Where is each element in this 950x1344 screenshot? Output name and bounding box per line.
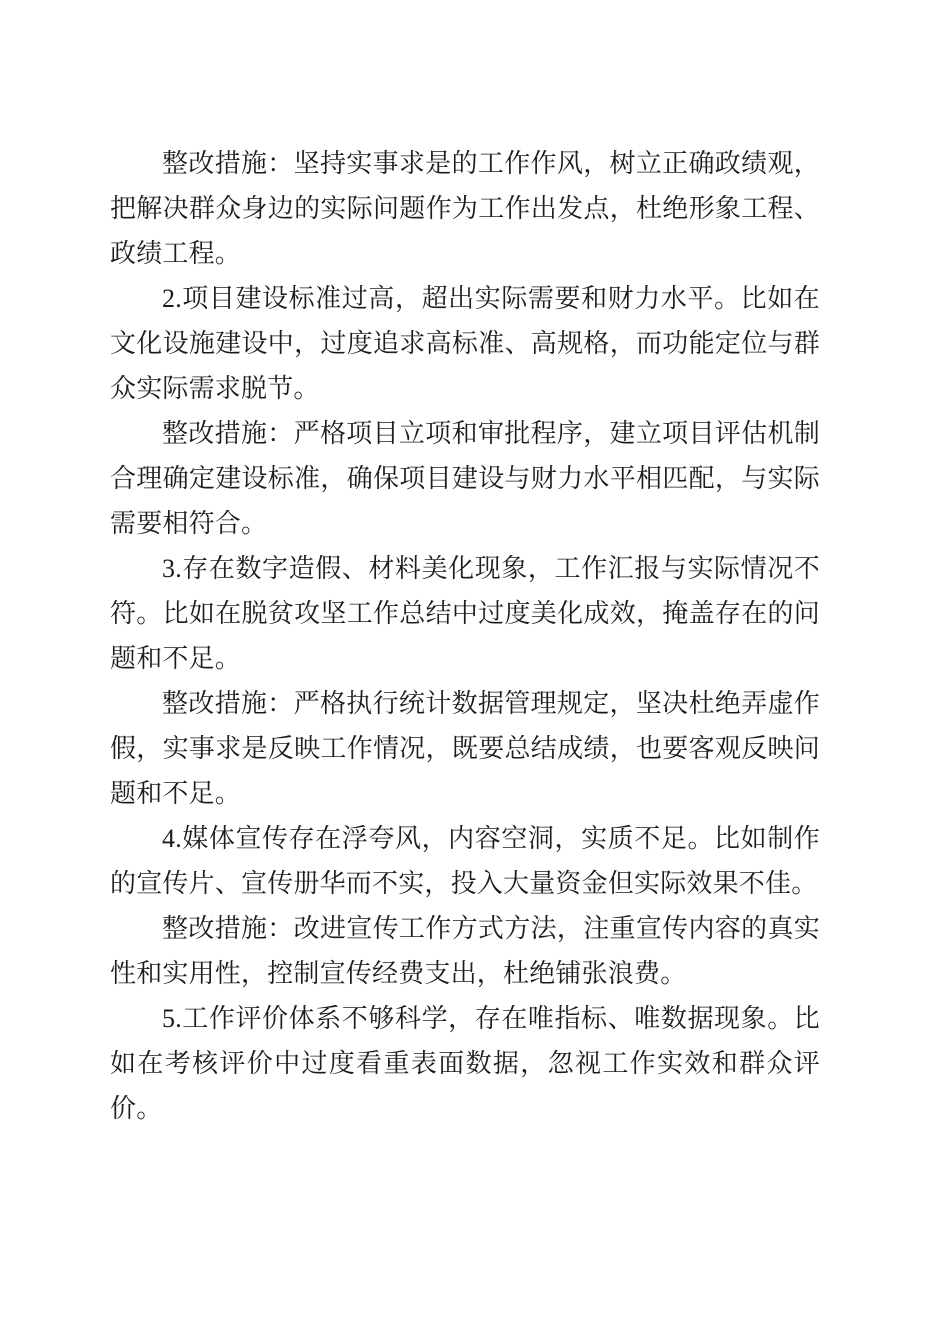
paragraph-issue-4: 4.媒体宣传存在浮夸风，内容空洞，实质不足。比如制作的宣传片、宣传册华而不实，投入大量资金但实际效果不佳。 [110, 824, 820, 898]
paragraph-rectification-measure-4: 整改措施：改进宣传工作方式方法，注重宣传内容的真实性和实用性，控制宣传经费支出，杜绝铺张浪费。 [110, 914, 820, 988]
paragraph-issue-5: 5.工作评价体系不够科学，存在唯指标、唯数据现象。比如在考核评价中过度看重表面数据，忽视工作实效和群众评价。 [110, 1004, 820, 1123]
paragraph-rectification-measure-2: 整改措施：严格项目立项和审批程序，建立项目评估机制合理确定建设标准，确保项目建设与财力水平相匹配，与实际需要相符合。 [110, 419, 820, 538]
paragraph-issue-2: 2.项目建设标准过高，超出实际需要和财力水平。比如在文化设施建设中，过度追求高标准、高规格，而功能定位与群众实际需求脱节。 [110, 284, 820, 403]
paragraph-rectification-measure-3: 整改措施：严格执行统计数据管理规定，坚决杜绝弄虚作假，实事求是反映工作情况，既要总结成绩，也要客观反映问题和不足。 [110, 689, 820, 808]
paragraph-rectification-measure-1: 整改措施：坚持实事求是的工作作风，树立正确政绩观，把解决群众身边的实际问题作为工作出发点，杜绝形象工程、政绩工程。 [110, 149, 820, 268]
paragraph-issue-3: 3.存在数字造假、材料美化现象，工作汇报与实际情况不符。比如在脱贫攻坚工作总结中过度美化成效，掩盖存在的问题和不足。 [110, 554, 820, 673]
document-body [110, 141, 820, 1131]
